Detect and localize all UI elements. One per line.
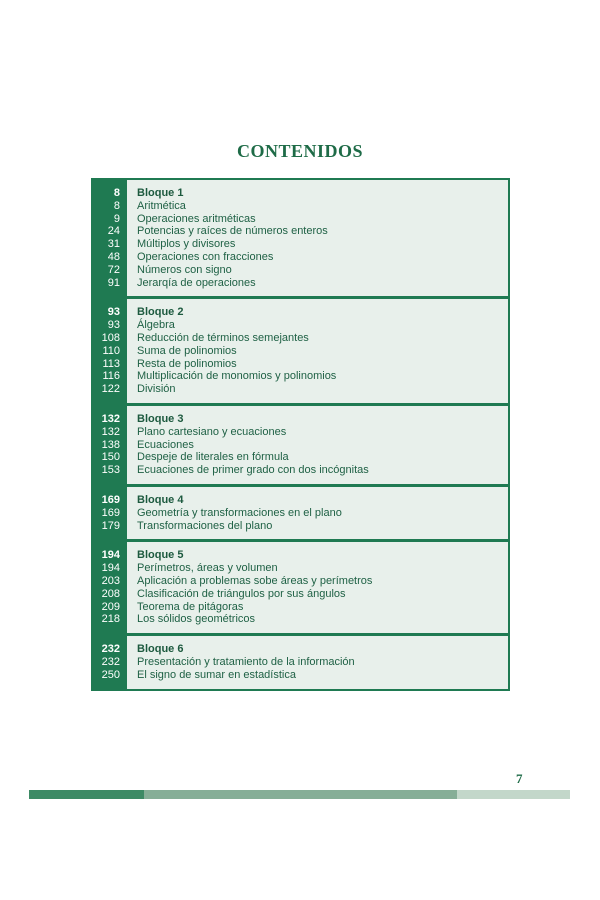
toc-entry-title[interactable]: Presentación y tratamiento de la información bbox=[137, 655, 355, 668]
toc-entry-page-number: 122 bbox=[101, 383, 120, 396]
toc-entry-page-number: 108 bbox=[101, 331, 120, 344]
toc-entry-page-number: 208 bbox=[101, 587, 120, 600]
toc-block-heading[interactable]: Bloque 4 bbox=[137, 493, 184, 506]
toc-entry-title[interactable]: Múltiplos y divisores bbox=[137, 238, 236, 251]
toc-block bbox=[91, 406, 508, 484]
toc-entry-title[interactable]: Plano cartesiano y ecuaciones bbox=[137, 425, 287, 438]
toc-block-heading[interactable]: Bloque 2 bbox=[137, 306, 184, 319]
toc-entry-page-number: 194 bbox=[101, 562, 120, 575]
footer-bar-segment-light bbox=[457, 790, 570, 799]
toc-entry-title[interactable]: Potencias y raíces de números enteros bbox=[137, 225, 328, 238]
toc-entry-page-number: 93 bbox=[107, 319, 120, 332]
toc-page-numbers-column bbox=[91, 636, 125, 688]
toc-entry-page-number: 72 bbox=[107, 263, 120, 276]
toc-entry-page-number: 91 bbox=[107, 276, 120, 289]
toc-entry-title[interactable]: Resta de polinomios bbox=[137, 357, 237, 370]
toc-block bbox=[91, 636, 508, 688]
toc-page-numbers-column bbox=[91, 299, 125, 403]
toc-entry-title[interactable]: Perímetros, áreas y volumen bbox=[137, 562, 278, 575]
toc-entry-page-number: 24 bbox=[107, 225, 120, 238]
page-number: 7 bbox=[516, 771, 523, 786]
toc-entry-title[interactable]: Jerarqía de operaciones bbox=[137, 276, 256, 289]
toc-entry-title[interactable]: Transformaciones del plano bbox=[137, 519, 273, 532]
toc-entries-column bbox=[127, 299, 508, 403]
toc-block-page-number: 132 bbox=[101, 412, 120, 425]
footer-bar-segment-mid bbox=[144, 790, 457, 799]
toc-entry-page-number: 153 bbox=[101, 464, 120, 477]
toc-entry-page-number: 110 bbox=[102, 344, 120, 357]
toc-entry-page-number: 8 bbox=[113, 199, 120, 212]
toc-entries-column bbox=[127, 636, 508, 688]
toc-entry-page-number: 250 bbox=[101, 668, 120, 681]
toc-entry-title[interactable]: Números con signo bbox=[137, 263, 232, 276]
toc-block-heading[interactable]: Bloque 3 bbox=[137, 412, 184, 425]
toc-entry-title[interactable]: Despeje de literales en fórmula bbox=[137, 451, 289, 464]
page-title: CONTENIDOS bbox=[236, 141, 364, 161]
toc-entry-title[interactable]: Ecuaciones bbox=[137, 438, 194, 451]
toc-entry-title[interactable]: Operaciones aritméticas bbox=[137, 212, 256, 225]
toc-page-numbers-column bbox=[91, 487, 125, 539]
toc-entry-page-number: 232 bbox=[101, 655, 120, 668]
toc-entry-page-number: 218 bbox=[101, 613, 120, 626]
toc-block bbox=[91, 487, 508, 539]
toc-block-page-number: 169 bbox=[101, 493, 120, 506]
toc-entry-title[interactable]: El signo de sumar en estadística bbox=[137, 668, 296, 681]
toc-entry-page-number: 132 bbox=[101, 425, 120, 438]
toc-entry-title[interactable]: Suma de polinomios bbox=[137, 344, 237, 357]
toc-entry-page-number: 31 bbox=[107, 238, 120, 251]
toc-block bbox=[91, 542, 508, 633]
toc-block-heading[interactable]: Bloque 5 bbox=[137, 549, 184, 562]
toc-block bbox=[91, 180, 508, 296]
toc-entries-column bbox=[127, 542, 508, 633]
toc-block-heading[interactable]: Bloque 6 bbox=[137, 643, 184, 656]
toc-entry-page-number: 150 bbox=[101, 451, 120, 464]
toc-entry-title[interactable]: División bbox=[137, 383, 176, 396]
toc-block-page-number: 232 bbox=[101, 643, 120, 656]
toc-entries-column bbox=[127, 406, 508, 484]
toc-block-page-number: 194 bbox=[101, 549, 120, 562]
toc-page-numbers-column bbox=[91, 542, 125, 633]
toc-entry-page-number: 179 bbox=[101, 519, 120, 532]
toc-entries-column bbox=[127, 487, 508, 539]
toc-block-page-number: 8 bbox=[113, 187, 120, 199]
toc-entry-title[interactable]: Álgebra bbox=[137, 319, 175, 332]
toc-page-numbers-column bbox=[91, 180, 125, 296]
toc-entry-page-number: 203 bbox=[101, 574, 120, 587]
toc-entry-page-number: 113 bbox=[102, 357, 120, 370]
footer-bar-segment-dark bbox=[29, 790, 144, 799]
toc-entry-page-number: 116 bbox=[102, 370, 120, 383]
toc-entry-title[interactable]: Reducción de términos semejantes bbox=[137, 331, 309, 344]
toc-entry-title[interactable]: Clasificación de triángulos por sus ángulos bbox=[137, 587, 346, 600]
toc-entry-title[interactable]: Teorema de pitágoras bbox=[137, 600, 244, 613]
toc-entry-page-number: 209 bbox=[101, 600, 120, 613]
toc-block-page-number: 93 bbox=[107, 306, 120, 319]
toc-entry-title[interactable]: Aplicación a problemas sobe áreas y perímetros bbox=[137, 574, 373, 587]
toc-entry-page-number: 138 bbox=[101, 438, 120, 451]
toc-block-heading[interactable]: Bloque 1 bbox=[137, 187, 184, 199]
toc-entry-page-number: 169 bbox=[101, 506, 120, 519]
toc-entry-title[interactable]: Aritmética bbox=[137, 199, 186, 212]
toc-block bbox=[91, 299, 508, 403]
toc-entry-title[interactable]: Geometría y transformaciones en el plano bbox=[137, 506, 342, 519]
toc-page-numbers-column bbox=[91, 406, 125, 484]
toc-entries-column bbox=[127, 180, 508, 296]
toc-entry-title[interactable]: Multiplicación de monomios y polinomios bbox=[137, 370, 337, 383]
toc-entry-page-number: 9 bbox=[113, 212, 120, 225]
toc-entry-title[interactable]: Operaciones con fracciones bbox=[137, 250, 274, 263]
toc-entry-page-number: 48 bbox=[107, 250, 120, 263]
table-of-contents bbox=[91, 178, 510, 691]
toc-entry-title[interactable]: Ecuaciones de primer grado con dos incógnitas bbox=[137, 464, 369, 477]
toc-entry-title[interactable]: Los sólidos geométricos bbox=[137, 613, 256, 626]
